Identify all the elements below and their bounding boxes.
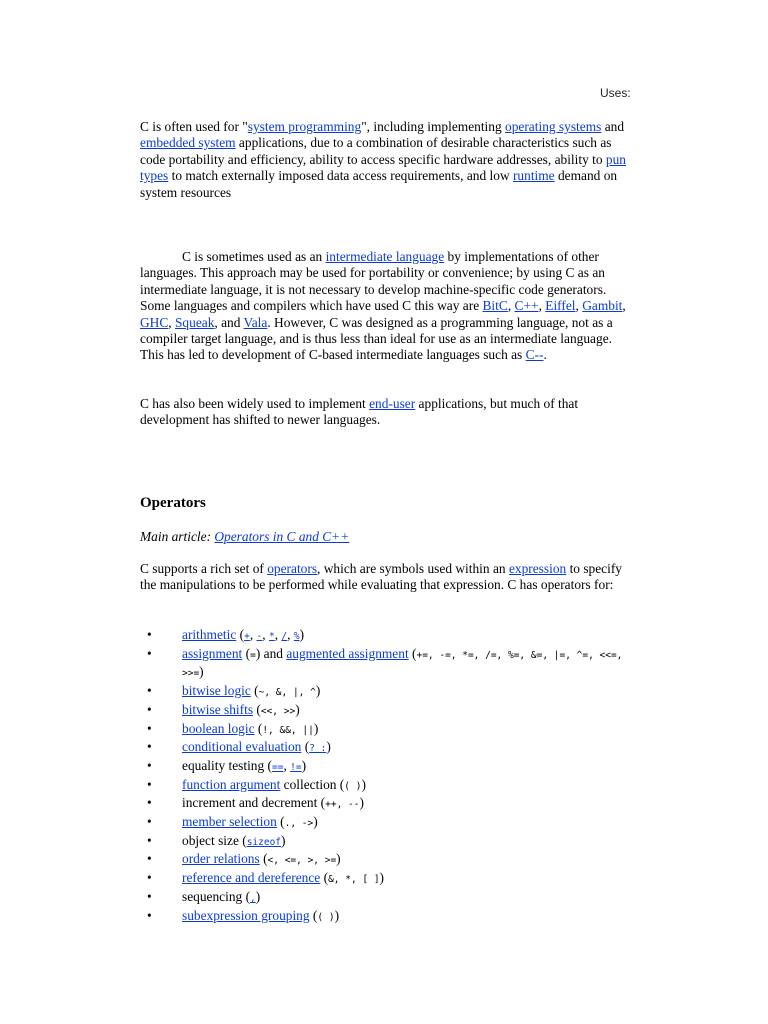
link-operating-systems[interactable]: operating systems	[505, 119, 602, 134]
text: )	[301, 757, 307, 773]
text: ) and	[255, 645, 287, 661]
bullet: •	[147, 907, 152, 923]
text: )	[199, 664, 204, 680]
text: C is often used for "	[140, 119, 248, 134]
link-expression[interactable]: expression	[508, 561, 567, 576]
text: demand on system resources	[140, 168, 618, 200]
text: ,	[168, 314, 175, 330]
uses-label: Uses:	[600, 86, 631, 100]
link-op-plus[interactable]: +	[244, 631, 250, 642]
link-order-relations[interactable]: order relations	[182, 851, 260, 867]
text: . However, C was designed as a programming language, not as a compiler target language, and is thus less than ideal for use as an intermediate language. This has led to development of C-based intermediate languages such as	[140, 314, 613, 363]
text: collection (	[280, 776, 345, 792]
text: )	[313, 814, 318, 830]
text: )	[313, 720, 319, 736]
text: (	[254, 720, 263, 736]
paragraph-system-programming	[140, 119, 632, 201]
operators-heading: Operators	[140, 495, 206, 511]
link-ghc[interactable]: GHC	[140, 314, 169, 330]
link-bitwise-shifts[interactable]: bitwise shifts	[182, 701, 254, 717]
text: sequencing (	[182, 888, 251, 904]
text: applications, due to a combination of desirable characteristics such as code portability and efficiency, ability to access specific hardware addresses, ability to	[140, 135, 612, 167]
link-operators-in-c[interactable]: Operators in C and C++	[214, 529, 350, 544]
code-assign: =	[250, 649, 256, 661]
list-item-equality-testing	[140, 758, 640, 777]
list-item-increment-decrement	[140, 795, 640, 814]
link-operators[interactable]: operators	[267, 561, 318, 576]
code-call-parens: ( )	[344, 780, 362, 792]
bullet: •	[147, 832, 152, 848]
text: (	[259, 851, 268, 867]
link-intermediate-language[interactable]: intermediate language	[325, 249, 445, 264]
text: (	[301, 739, 310, 755]
bullet: •	[147, 776, 152, 792]
text: .	[543, 347, 547, 363]
text: and	[601, 119, 625, 134]
link-comma-operator[interactable]: ,	[250, 892, 256, 904]
bullet: •	[147, 739, 152, 755]
link-op-not-equal[interactable]: !=	[290, 761, 302, 773]
link-subexpression-grouping[interactable]: subexpression grouping	[182, 907, 310, 923]
text: (	[408, 645, 417, 661]
text: ,	[507, 298, 515, 314]
link-eiffel[interactable]: Eiffel	[545, 298, 576, 314]
text: ,	[538, 298, 546, 314]
link-cpp[interactable]: C++	[514, 298, 539, 314]
list-item-order-relations	[140, 851, 640, 870]
link-system-programming[interactable]: system programming	[247, 119, 362, 134]
list-item-boolean-logic	[140, 721, 640, 740]
code-bitwise-ops: ~, &, |, ^	[258, 687, 316, 699]
text: C has also been widely used to implement	[140, 396, 370, 411]
code-boolean-ops: !, &&, ||	[262, 724, 314, 736]
link-bitc[interactable]: BitC	[482, 298, 508, 314]
list-item-object-size	[140, 833, 640, 852]
text: , and	[214, 314, 244, 330]
paragraph-intermediate-language	[140, 249, 632, 364]
bullet: •	[147, 851, 152, 867]
link-reference-dereference[interactable]: reference and dereference	[182, 870, 321, 886]
code-shift-ops: <<, >>	[260, 705, 296, 717]
link-assignment[interactable]: assignment	[182, 645, 243, 661]
text: to specify the manipulations to be performed while evaluating that expression. C has operators for:	[140, 561, 622, 593]
paragraph-operators-intro	[140, 561, 632, 594]
text: )	[255, 888, 261, 904]
text: ,	[274, 627, 282, 642]
text: C is sometimes used as an	[182, 249, 326, 264]
link-bitwise-logic[interactable]: bitwise logic	[182, 683, 251, 699]
link-squeak[interactable]: Squeak	[174, 314, 215, 330]
code-augmented-ops: +=, -=, *=, /=, %=, &=, |=, ^=, <<=, >>=	[182, 649, 623, 680]
text: )	[334, 907, 340, 923]
text: )	[359, 795, 364, 811]
text: by implementations of other languages. This approach may be used for portability or convenience; by using C as an intermediate language, it is not necessary to develop machine-specific code generators. Some languages and compilers which have used C this way are	[140, 249, 607, 314]
bullet: •	[147, 757, 152, 773]
bullet: •	[147, 627, 152, 642]
text: )	[299, 627, 305, 642]
link-augmented-assignment[interactable]: augmented assignment	[286, 645, 409, 661]
link-op-equal[interactable]: ==	[272, 761, 284, 773]
text: ,	[283, 757, 291, 773]
main-article-label: Main article:	[140, 529, 215, 544]
text: )	[361, 776, 366, 792]
text: ,	[249, 627, 257, 642]
list-item-sequencing	[140, 889, 640, 908]
bullet: •	[147, 645, 152, 661]
text: , which are symbols used within an	[317, 561, 509, 576]
main-article-note	[140, 529, 349, 545]
bullet: •	[147, 795, 152, 811]
text: (	[320, 870, 329, 886]
link-sizeof[interactable]: sizeof	[246, 836, 282, 848]
link-runtime[interactable]: runtime	[512, 168, 555, 184]
code-grouping-parens: ( )	[317, 911, 335, 923]
text: applications, but much of that development has shifted to newer languages.	[140, 396, 579, 428]
link-function-argument[interactable]: function argument	[182, 776, 281, 792]
text: )	[379, 870, 385, 886]
text: (	[242, 645, 251, 661]
list-item-reference-dereference	[140, 870, 640, 889]
text: equality testing (	[182, 757, 272, 773]
text: )	[315, 683, 321, 699]
operators-list	[140, 627, 640, 926]
list-item-bitwise-shifts	[140, 702, 640, 721]
link-op-ternary[interactable]: ? :	[309, 743, 327, 755]
text: ,	[287, 627, 294, 642]
text: increment and decrement (	[182, 795, 326, 811]
link-member-selection[interactable]: member selection	[182, 814, 277, 830]
text: object size (	[182, 832, 247, 848]
list-item-subexpression-grouping	[140, 908, 640, 927]
paragraph-end-user	[140, 396, 632, 429]
link-pun-types[interactable]: pun types	[140, 151, 626, 184]
link-boolean-logic[interactable]: boolean logic	[182, 720, 255, 736]
list-item-function-argument	[140, 777, 640, 796]
bullet: •	[147, 888, 152, 904]
link-embedded-system[interactable]: embedded system	[140, 135, 236, 151]
link-vala[interactable]: Vala	[243, 314, 268, 330]
text: to match externally imposed data access requirements, and low	[168, 168, 513, 184]
link-op-modulo[interactable]: %	[293, 631, 300, 642]
code-increment-ops: ++, --	[325, 799, 360, 811]
text: )	[281, 832, 286, 848]
text: ", including implementing	[361, 119, 506, 134]
link-gambit[interactable]: Gambit	[582, 298, 623, 314]
text: (	[309, 907, 318, 923]
text: (	[253, 701, 261, 717]
code-member-ops: ., ->	[284, 818, 314, 830]
text: ,	[622, 298, 626, 314]
text: (	[276, 814, 285, 830]
bullet: •	[147, 683, 152, 699]
bullet: •	[147, 720, 152, 736]
link-op-multiply[interactable]: *	[268, 631, 275, 642]
text: C supports a rich set of	[140, 561, 268, 576]
link-conditional-evaluation[interactable]: conditional evaluation	[182, 739, 302, 755]
code-relational-ops: <, <=, >, >=	[267, 855, 337, 867]
text: ,	[262, 627, 269, 642]
list-item-arithmetic	[140, 627, 640, 646]
list-item-bitwise-logic	[140, 683, 640, 702]
link-op-minus[interactable]: -	[256, 631, 263, 642]
link-c-minus-minus[interactable]: C--	[525, 347, 544, 363]
link-end-user[interactable]: end-user	[369, 396, 416, 411]
bullet: •	[147, 814, 152, 830]
text: (	[236, 627, 245, 642]
list-item-assignment	[140, 646, 640, 683]
link-arithmetic[interactable]: arithmetic	[182, 627, 237, 642]
text: )	[295, 701, 300, 717]
text: ,	[575, 298, 583, 314]
list-item-conditional-evaluation	[140, 739, 640, 758]
bullet: •	[147, 870, 152, 886]
text: )	[336, 851, 341, 867]
list-item-member-selection	[140, 814, 640, 833]
link-op-divide[interactable]: /	[281, 631, 288, 642]
code-reference-ops: &, *, [ ]	[328, 874, 380, 886]
text: )	[326, 739, 331, 755]
text: (	[250, 683, 259, 699]
bullet: •	[147, 701, 152, 717]
